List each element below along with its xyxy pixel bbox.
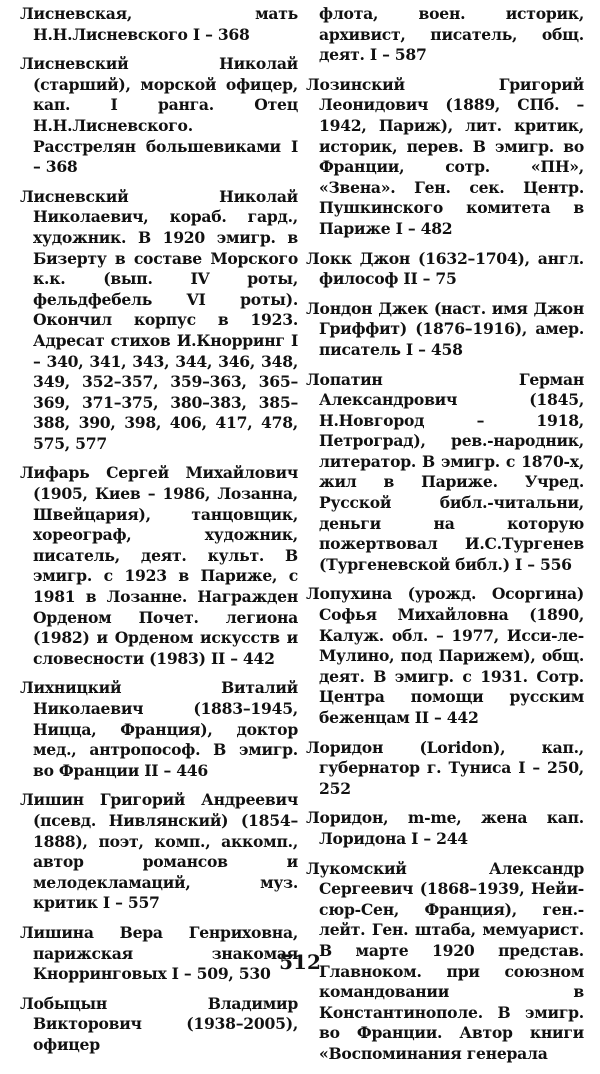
index-entry: Лишин Григорий Андреевич (псевд. Нивлянский) (1854–1888), поэт, комп., аккомп., автор романсов и мелодекламаций, муз. критик I – 557 (20, 790, 298, 913)
left-column (20, 4, 298, 1065)
index-entry: Лисневский Николай (старший), морской офицер, кап. I ранга. Отец Н.Н.Лисневского. Расстрелян большевиками I – 368 (20, 54, 298, 177)
index-entry: Лопухина (урожд. Осоргина) Софья Михайловна (1890, Калуж. обл. – 1977, Исси-ле-Мулино, под Парижем), общ. деят. В эмигр. с 1931. Сотр. Центра помощи русским беженцам II – 442 (306, 584, 584, 727)
index-entry: Лондон Джек (наст. имя Джон Гриффит) (1876–1916), амер. писатель I – 458 (306, 298, 584, 359)
index-entry: Лифарь Сергей Михайлович (1905, Киев – 1986, Лозанна, Швейцария), танцовщик, хореограф, художник, писатель, деят. культ. В эмигр. с 1923 в Париже, с 1981 в Лозанне. Награжден Орденом Почет. легиона (1982) и Орденом искусств и словесности (1983) II – 442 (20, 463, 298, 668)
index-entry: Лисневский Николай Николаевич, кораб. гард., художник. В 1920 эмигр. в Бизерту в составе Морского к.к. (вып. IV роты, фельдфебель VI роты). Окончил корпус в 1923. Адресат стихов И.Кнорринг I – 340, 341, 343, 344, 346, 348, 349, 352–357, 359–363, 365–369, 371–375, 380–383, 385–388, 390, 398, 406, 417, 478, 575, 577 (20, 186, 298, 453)
index-entry-continued: флота, воен. историк, архивист, писатель, общ. деят. I – 587 (319, 4, 584, 65)
right-column (306, 4, 584, 1074)
index-entry: Лопатин Герман Александрович (1845, Н.Новгород – 1918, Петроград), рев.-народник, литератор. В эмигр. с 1870-х, жил в Париже. Учред. Русской библ.-читальни, деньги на которую пожертвовал И.С.Тургенев (Тургеневской библ.) I – 556 (306, 369, 584, 574)
index-entry: Лукомский Александр Сергеевич (1868–1939, Нейи-сюр-Сен, Франция), ген.-лейт. Ген. штаба, мемуарист. В марте 1920 представ. Главноком. при союзном командовании в Константинополе. В эмигр. во Франции. Автор книги «Воспоминания генерала (306, 858, 584, 1063)
index-entry: Лоридон, m-me, жена кап. Лоридона I – 244 (306, 808, 584, 848)
index-entry: Лишина Вера Генриховна, парижская знакомая Кнорринговых I – 509, 530 (20, 922, 298, 984)
page-number: 512 (279, 950, 321, 974)
index-entry: Лихницкий Виталий Николаевич (1883–1945, Ницца, Франция), доктор мед., антропософ. В эмигр. во Франции II – 446 (20, 678, 298, 780)
index-entry: Локк Джон (1632–1704), англ. философ II – 75 (306, 248, 584, 289)
index-entry: Лисневская, мать Н.Н.Лисневского I – 368 (20, 4, 298, 44)
index-entry: Лобыцын Владимир Викторович (1938–2005), офицер (20, 993, 298, 1054)
index-entry: Лоридон (Loridon), кап., губернатор г. Туниса I – 250, 252 (306, 737, 584, 798)
index-entry: Лозинский Григорий Леонидович (1889, СПб. – 1942, Париж), лит. критик, историк, перев. В эмигр. во Франции, сотр. «ПН», «Звена». Ген. сек. Центр. Пушкинского комитета в Париже I – 482 (306, 74, 584, 238)
